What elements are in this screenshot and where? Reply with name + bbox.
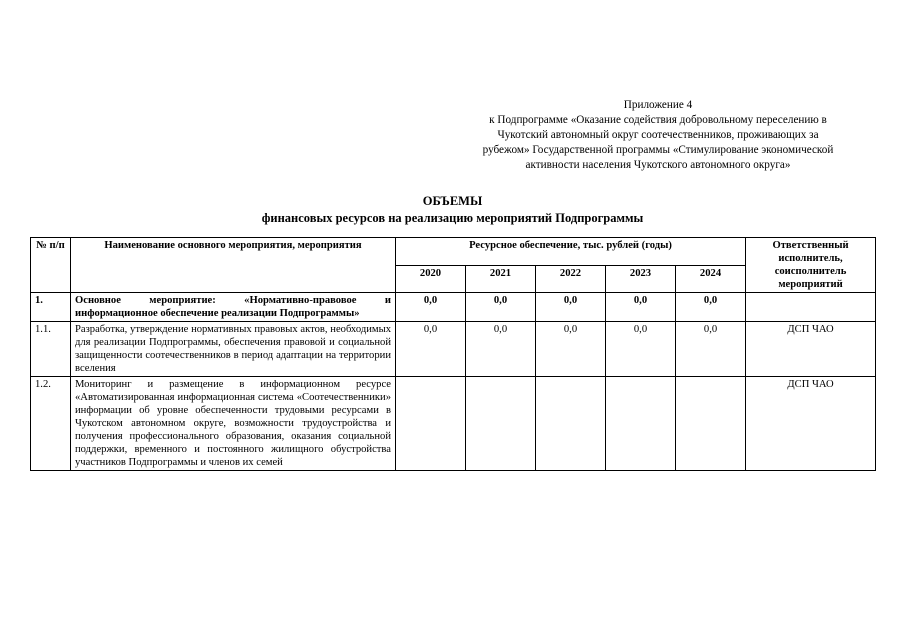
row-value: 0,0 <box>536 322 606 377</box>
header-row <box>31 238 876 266</box>
row-value <box>466 377 536 471</box>
row-name: Основное мероприятие: «Нормативно-правовое и информационное обеспечение реализации Подпрограммы» <box>71 293 396 322</box>
row-value <box>606 377 676 471</box>
row-value <box>396 377 466 471</box>
header-year: 2022 <box>536 265 606 293</box>
table-row <box>31 293 876 322</box>
appendix-line: Приложение 4 <box>623 99 693 111</box>
appendix-note <box>446 98 870 173</box>
row-value: 0,0 <box>396 293 466 322</box>
row-value: 0,0 <box>676 293 746 322</box>
header-num: № п/п <box>31 238 71 293</box>
table-row <box>31 377 876 471</box>
row-value: 0,0 <box>536 293 606 322</box>
row-responsible: ДСП ЧАО <box>746 322 876 377</box>
row-responsible: ДСП ЧАО <box>746 377 876 471</box>
table-row <box>31 322 876 377</box>
row-value: 0,0 <box>466 322 536 377</box>
row-num: 1.1. <box>31 322 71 377</box>
title-subtitle: финансовых ресурсов на реализацию мероприятий Подпрограммы <box>261 211 644 225</box>
row-value: 0,0 <box>606 322 676 377</box>
row-value: 0,0 <box>466 293 536 322</box>
header-year: 2021 <box>466 265 536 293</box>
title-main: ОБЪЕМЫ <box>422 194 483 208</box>
appendix-line: рубежом» Государственной программы «Стимулирование экономической <box>482 144 834 156</box>
row-value: 0,0 <box>396 322 466 377</box>
header-name: Наименование основного мероприятия, мероприятия <box>71 238 396 293</box>
row-num: 1.2. <box>31 377 71 471</box>
row-num: 1. <box>31 293 71 322</box>
header-year: 2023 <box>606 265 676 293</box>
row-value: 0,0 <box>676 322 746 377</box>
appendix-line: к Подпрограмме «Оказание содействия добровольному переселению в <box>489 114 827 126</box>
resources-table <box>30 237 876 471</box>
row-responsible <box>746 293 876 322</box>
row-value: 0,0 <box>606 293 676 322</box>
row-name: Мониторинг и размещение в информационном ресурсе «Автоматизированная информационная система «Соотечественники» информации об уровне обеспеченности трудовыми ресурсами в Чукотском автономном округе, возможности трудоустройства и получения профессионального образования, оказания социальной поддержки, временного и постоянного жилищного обустройства участников Подпрограммы и членов их семей <box>71 377 396 471</box>
header-resource: Ресурсное обеспечение, тыс. рублей (годы) <box>396 238 746 266</box>
row-value <box>536 377 606 471</box>
row-value <box>676 377 746 471</box>
document-title <box>30 193 875 227</box>
appendix-line: Чукотский автономный округ соотечественников, проживающих за <box>497 129 819 141</box>
header-year: 2024 <box>676 265 746 293</box>
header-year: 2020 <box>396 265 466 293</box>
header-responsible: Ответственный исполнитель, соисполнитель мероприятий <box>746 238 876 293</box>
appendix-line: активности населения Чукотского автономного округа» <box>525 159 791 171</box>
row-name: Разработка, утверждение нормативных правовых актов, необходимых для реализации Подпрограммы, обеспечения правовой и социальной защищенности соотечественников в период адаптации на территории вселения <box>71 322 396 377</box>
